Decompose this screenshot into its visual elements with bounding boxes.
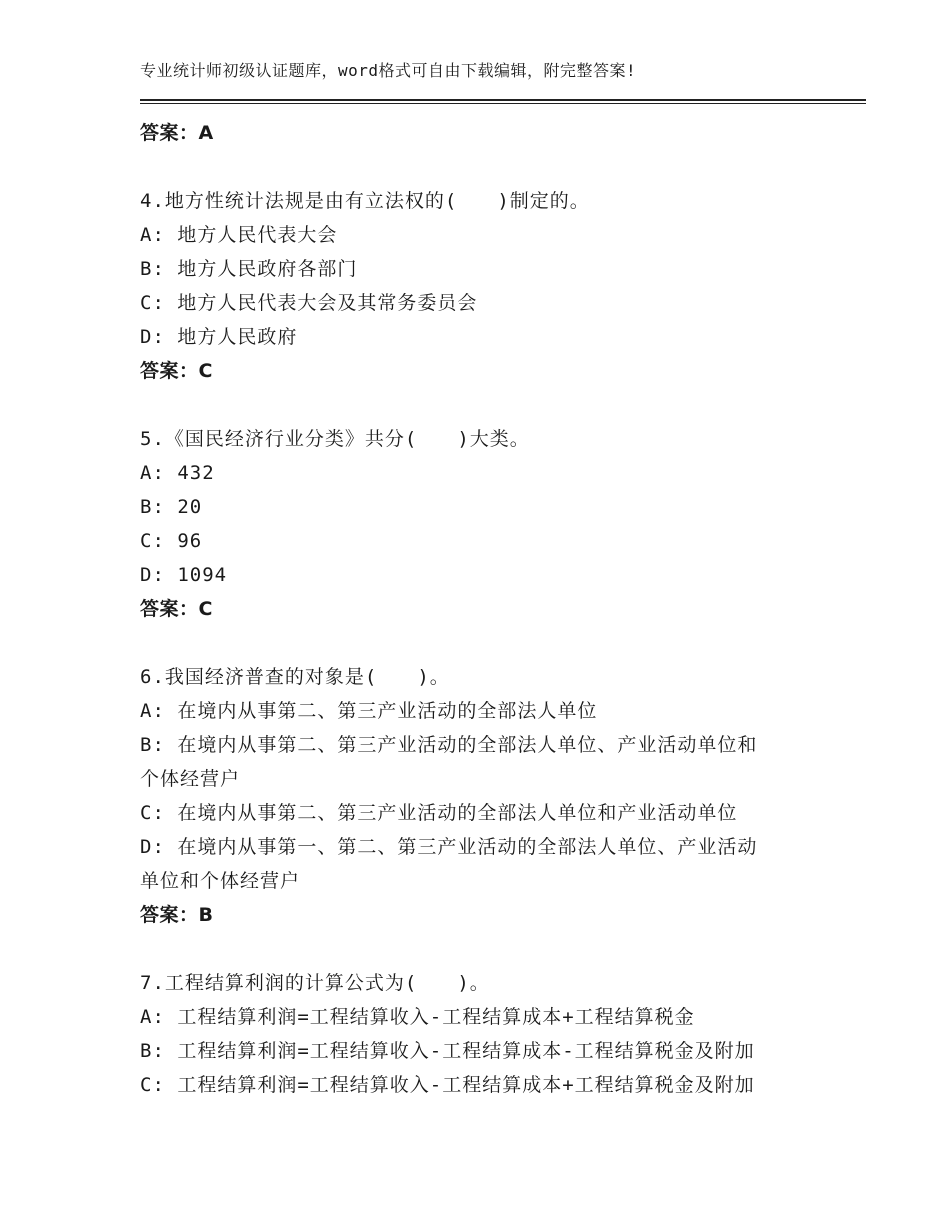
option-d: D: 1094 [140, 564, 228, 586]
option-c: C: 96 [140, 530, 203, 552]
option-d: D: 地方人民政府 [140, 326, 298, 348]
option-c: C: 地方人民代表大会及其常务委员会 [140, 292, 478, 314]
question-answer: 答案：C [140, 360, 213, 382]
header-rule-thick [140, 99, 866, 101]
question-6 [140, 660, 820, 932]
option-b: B: 工程结算利润=工程结算收入-工程结算成本-工程结算税金及附加 [140, 1040, 755, 1062]
option-a: A: 在境内从事第二、第三产业活动的全部法人单位 [140, 700, 598, 722]
question-stem: 7.工程结算利润的计算公式为( )。 [140, 972, 490, 994]
option-d: D: 在境内从事第一、第二、第三产业活动的全部法人单位、产业活动 [140, 836, 758, 858]
option-b-continued: 个体经营户 [140, 768, 241, 790]
option-a: A: 地方人民代表大会 [140, 224, 338, 246]
question-4 [140, 184, 820, 388]
option-a: A: 432 [140, 462, 215, 484]
option-d-continued: 单位和个体经营户 [140, 870, 301, 892]
option-c: C: 工程结算利润=工程结算收入-工程结算成本+工程结算税金及附加 [140, 1074, 755, 1096]
option-b: B: 在境内从事第二、第三产业活动的全部法人单位、产业活动单位和 [140, 734, 758, 756]
previous-answer: 答案：A [140, 122, 214, 144]
question-7 [140, 966, 820, 1102]
option-c: C: 在境内从事第二、第三产业活动的全部法人单位和产业活动单位 [140, 802, 738, 824]
option-b: B: 地方人民政府各部门 [140, 258, 358, 280]
question-stem: 4.地方性统计法规是由有立法权的( )制定的。 [140, 190, 590, 212]
option-a: A: 工程结算利润=工程结算收入-工程结算成本+工程结算税金 [140, 1006, 695, 1028]
question-list [140, 116, 820, 1102]
question-answer: 答案：C [140, 598, 213, 620]
question-5 [140, 422, 820, 626]
question-stem: 5.《国民经济行业分类》共分( )大类。 [140, 428, 530, 450]
question-answer: 答案：B [140, 904, 214, 926]
page-header: 专业统计师初级认证题库，word格式可自由下载编辑，附完整答案! [140, 61, 637, 80]
option-b: B: 20 [140, 496, 203, 518]
question-stem: 6.我国经济普查的对象是( )。 [140, 666, 450, 688]
header-rule-thin [140, 103, 866, 104]
